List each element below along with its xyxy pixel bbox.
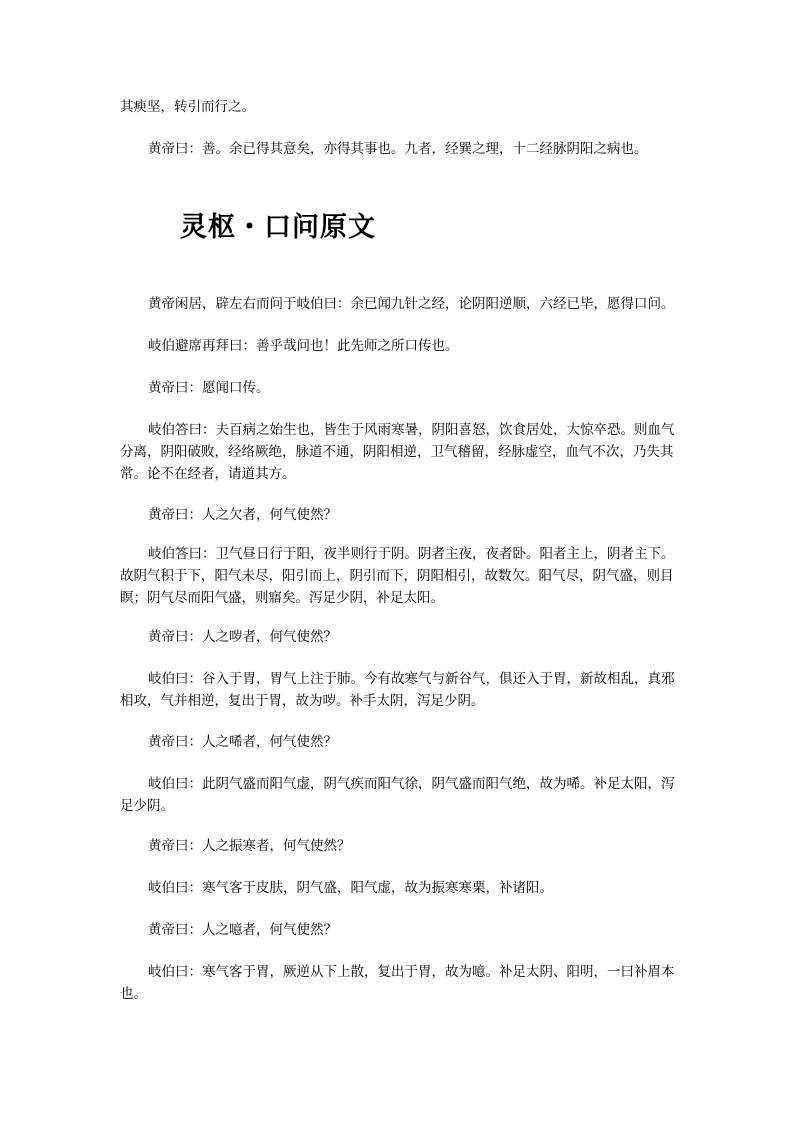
paragraph-13: 黄帝曰：人之噫者，何气使然？ (148, 922, 337, 938)
paragraph-3: 黄帝曰：愿闻口传。 (148, 380, 270, 396)
paragraph-7: 黄帝曰：人之哕者，何气使然？ (148, 629, 337, 645)
paragraph-4: 岐伯答曰：夫百病之始生也，皆生于风雨寒暑，阴阳喜怒，饮食居处，大惊卒恐。则血气分离，阴阳破败，经络厥绝，脉道不通，阴阳相逆，卫气稽留，经脉虚空，血气不次，乃失其常。论不在经者，请道其方。 (120, 422, 675, 482)
paragraph-11: 黄帝曰：人之振寒者，何气使然？ (148, 838, 351, 854)
section-title: 灵枢・口问原文 (180, 212, 376, 243)
intro-paragraph: 黄帝曰：善。余已得其意矣，亦得其事也。九者，经巽之理，十二经脉阴阳之病也。 (148, 141, 648, 157)
paragraph-12: 岐伯曰：寒气客于皮肤，阴气盛，阳气虚，故为振寒寒栗，补诸阳。 (148, 880, 553, 896)
paragraph-6: 岐伯答曰：卫气昼日行于阳，夜半则行于阴。阴者主夜，夜者卧。阳者主上，阴者主下。故阴气积于下，阳气未尽，阳引而上，阴引而下，阴阳相引，故数欠。阳气尽，阴气盛，则目瞑；阴气尽而阳气盛，则寤矣。泻足少阴，补足太阳。 (120, 546, 675, 606)
paragraph-2: 岐伯避席再拜曰：善乎哉问也！此先师之所口传也。 (148, 338, 459, 354)
top-fragment: 其瘐坚，转引而行之。 (120, 99, 255, 115)
paragraph-10: 岐伯曰：此阴气盛而阳气虚，阴气疾而阳气徐，阴气盛而阳气绝，故为唏。补足太阳，泻足少阴。 (120, 776, 675, 814)
paragraph-8: 岐伯曰：谷入于胃，胃气上注于肺。今有故寒气与新谷气，俱还入于胃，新故相乱，真邪相攻，气并相逆，复出于胃，故为哕。补手太阴，泻足少阴。 (120, 671, 675, 709)
paragraph-5: 黄帝曰：人之欠者，何气使然？ (148, 507, 337, 523)
paragraph-1: 黄帝闲居，辟左右而问于岐伯曰：余已闻九针之经，论阴阳逆顺，六经已毕，愿得口问。 (148, 296, 675, 312)
paragraph-9: 黄帝曰：人之唏者，何气使然？ (148, 734, 337, 750)
paragraph-14: 岐伯曰：寒气客于胃，厥逆从下上散，复出于胃，故为噫。补足太阴、阳明，一曰补眉本也。 (120, 964, 675, 1002)
